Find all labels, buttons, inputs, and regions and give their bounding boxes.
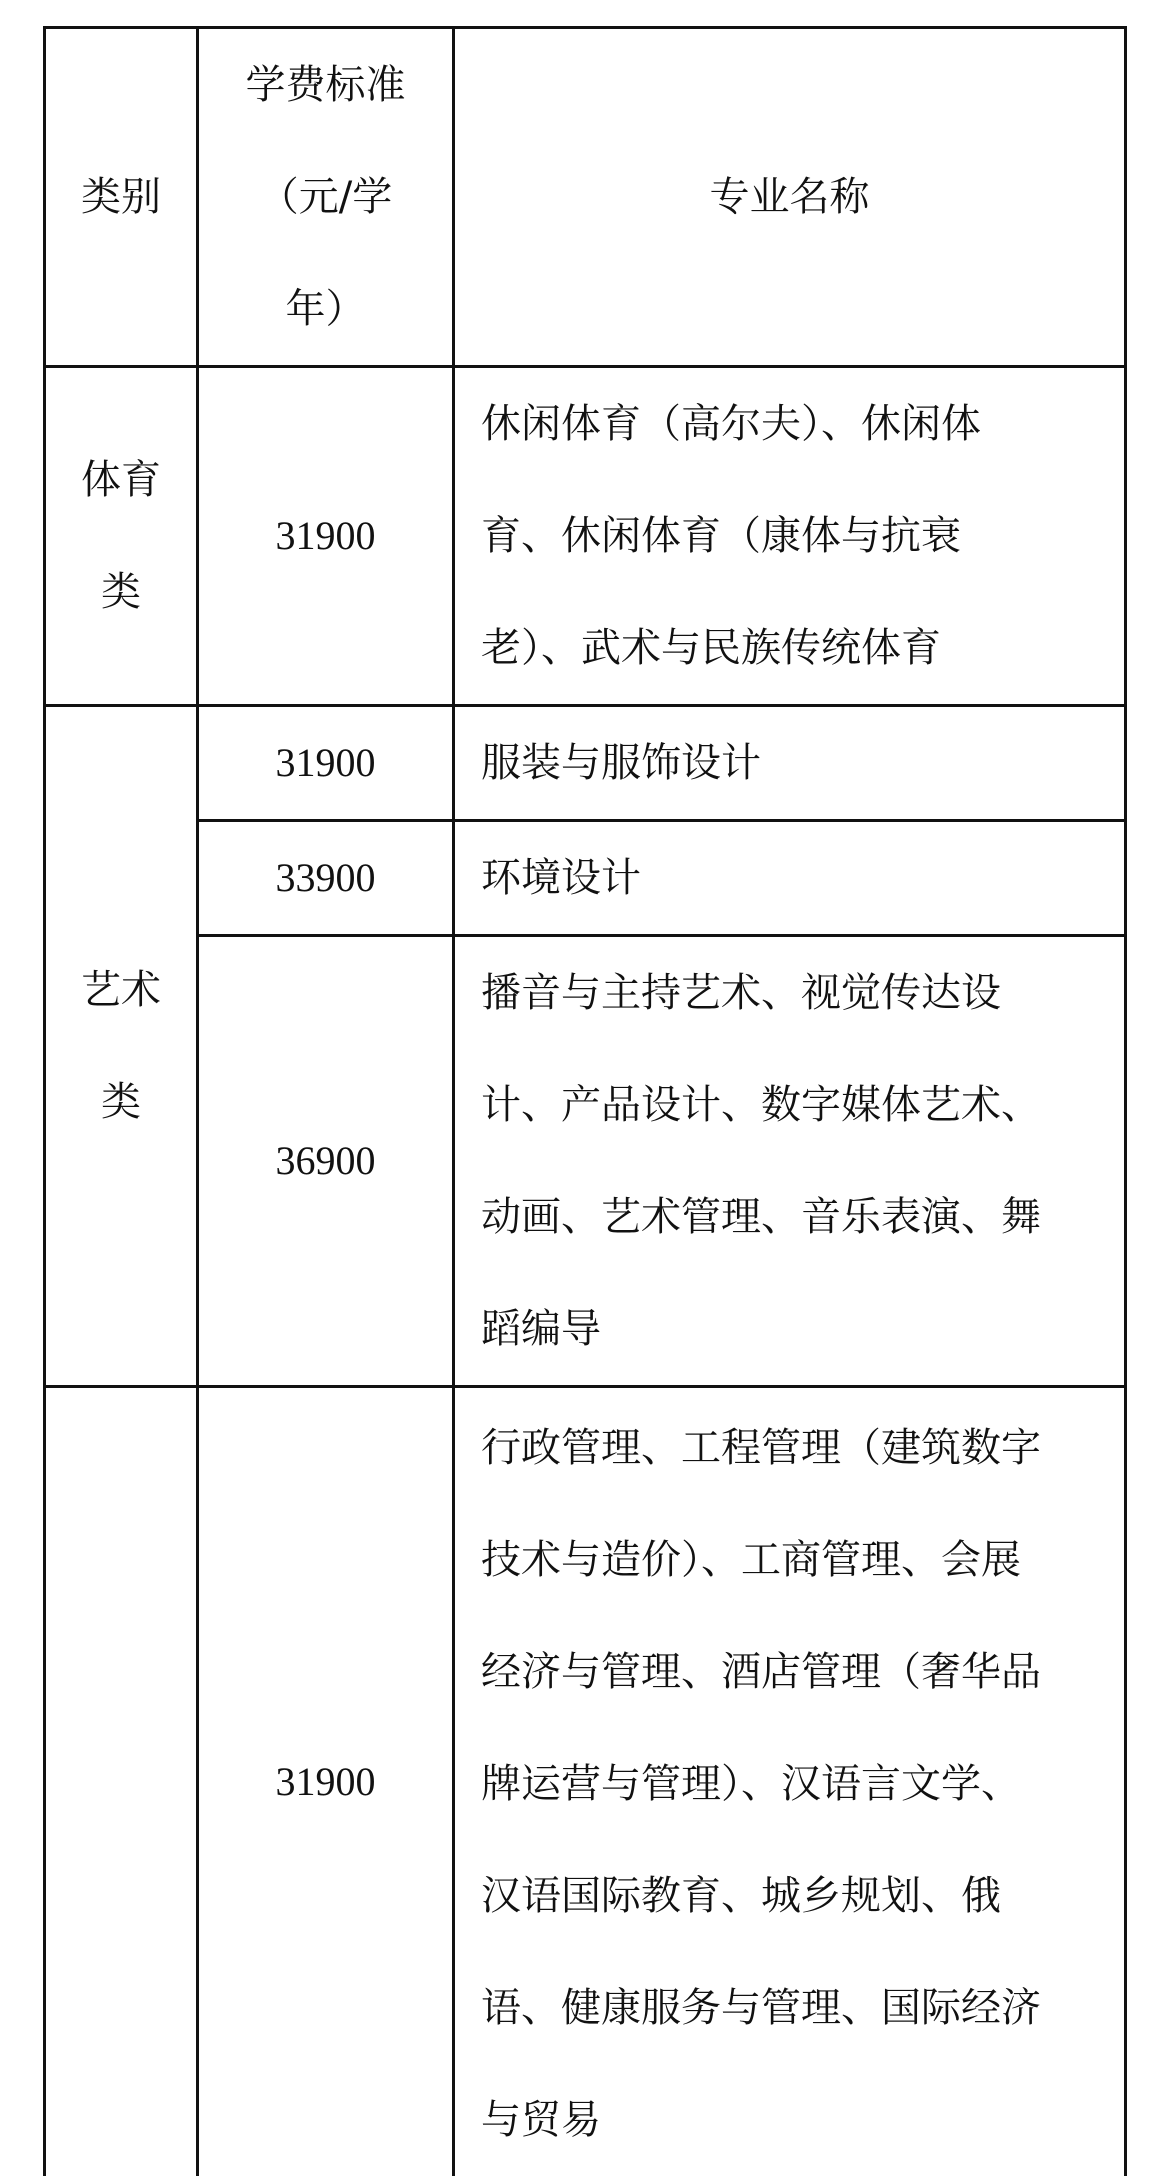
major-line: 行政管理、工程管理（建筑数字 — [481, 1392, 1098, 1504]
category-cell-sport — [45, 367, 198, 706]
fee-cell: 36900 — [198, 936, 454, 1387]
fee-cell: 31900 — [198, 367, 454, 706]
major-line: 育、休闲体育（康体与抗衰 — [481, 480, 1098, 592]
major-line: 与贸易 — [481, 2064, 1098, 2176]
header-fee-line: 年） — [199, 253, 452, 365]
category-line: 体育 — [54, 424, 188, 536]
major-line: 汉语国际教育、城乡规划、俄 — [481, 1840, 1098, 1952]
major-line: 老）、武术与民族传统体育 — [481, 592, 1098, 704]
major-line: 语、健康服务与管理、国际经济 — [481, 1952, 1098, 2064]
major-line: 环境设计 — [481, 822, 1098, 934]
header-category: 类别 — [45, 28, 198, 367]
fee-cell: 31900 — [198, 706, 454, 821]
category-cell-empty — [45, 1387, 198, 2176]
header-fee-line: （元/学 — [199, 141, 452, 253]
table-row — [45, 1387, 1126, 2176]
category-line: 类 — [54, 536, 188, 648]
major-line: 经济与管理、酒店管理（奢华品 — [481, 1616, 1098, 1728]
major-line: 牌运营与管理）、汉语言文学、 — [481, 1728, 1098, 1840]
category-line: 艺术 — [54, 934, 188, 1046]
header-fee — [198, 28, 454, 367]
major-cell — [454, 367, 1126, 706]
category-line: 类 — [54, 1046, 188, 1158]
major-line: 计、产品设计、数字媒体艺术、 — [481, 1049, 1098, 1161]
fee-cell: 33900 — [198, 821, 454, 936]
fee-cell: 31900 — [198, 1387, 454, 2176]
major-cell — [454, 936, 1126, 1387]
major-line: 服装与服饰设计 — [481, 707, 1098, 819]
table-row — [45, 936, 1126, 1387]
tuition-table — [43, 26, 1127, 2176]
major-line: 蹈编导 — [481, 1273, 1098, 1385]
major-line: 播音与主持艺术、视觉传达设 — [481, 937, 1098, 1049]
header-fee-line: 学费标准 — [199, 29, 452, 141]
major-cell — [454, 706, 1126, 821]
major-cell — [454, 821, 1126, 936]
header-major: 专业名称 — [454, 28, 1126, 367]
table-row — [45, 367, 1126, 706]
header-row — [45, 28, 1126, 367]
major-line: 技术与造价）、工商管理、会展 — [481, 1504, 1098, 1616]
major-cell — [454, 1387, 1126, 2176]
major-line: 休闲体育（高尔夫）、休闲体 — [481, 368, 1098, 480]
table-row — [45, 706, 1126, 821]
table-row — [45, 821, 1126, 936]
category-cell-art — [45, 706, 198, 1387]
major-line: 动画、艺术管理、音乐表演、舞 — [481, 1161, 1098, 1273]
